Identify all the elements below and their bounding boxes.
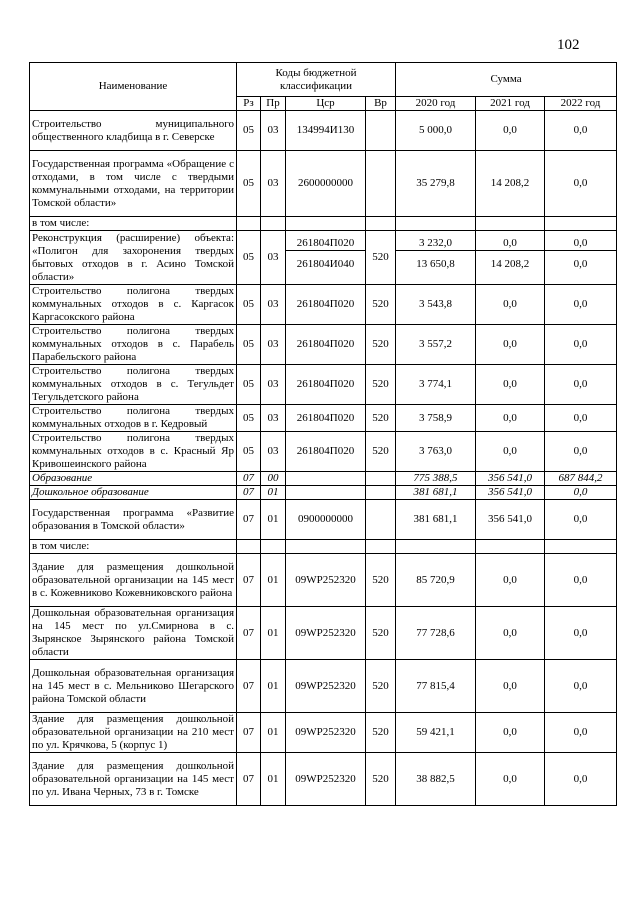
row-csr: 0900000000 <box>286 500 366 540</box>
table-row <box>30 753 617 806</box>
row-csr-a: 261804П020 <box>286 237 365 251</box>
row-name: Здание для размещения дошкольной образовательной организации на 145 мест по ул. Ивана Черных, 73 в г. Томске <box>30 753 237 806</box>
row-rz: 05 <box>237 111 261 151</box>
row-sum-2020: 3 763,0 <box>396 432 476 472</box>
row-rz: 07 <box>237 660 261 713</box>
row-name: Строительство муниципального общественного кладбища в г. Северске <box>30 111 237 151</box>
row-rz: 05 <box>237 285 261 325</box>
header-sum-group: Сумма <box>396 63 617 97</box>
table-row <box>30 607 617 660</box>
row-sum-2020: 77 728,6 <box>396 607 476 660</box>
row-csr <box>286 472 366 486</box>
row-pr: 01 <box>261 753 286 806</box>
row-rz: 07 <box>237 554 261 607</box>
row-pr: 03 <box>261 365 286 405</box>
row-rz: 05 <box>237 325 261 365</box>
row-pr: 01 <box>261 500 286 540</box>
header-rz: Рз <box>237 97 261 111</box>
row-csr: 09WP252320 <box>286 554 366 607</box>
row-sum-2021: 0,0 <box>476 713 545 753</box>
row-vr <box>366 486 396 500</box>
row-rz: 07 <box>237 607 261 660</box>
row-sum-2021-a: 0,0 <box>476 237 544 251</box>
table-row <box>30 217 617 231</box>
header-2022: 2022 год <box>545 97 617 111</box>
row-pr: 03 <box>261 325 286 365</box>
row-vr: 520 <box>366 285 396 325</box>
row-sum-2021: 0,0 <box>476 365 545 405</box>
row-vr: 520 <box>366 405 396 432</box>
row-csr: 09WP252320 <box>286 753 366 806</box>
row-pr: 01 <box>261 660 286 713</box>
row-sum-2020: 85 720,9 <box>396 554 476 607</box>
row-sum-2022: 0,0 <box>545 432 617 472</box>
row-sum-2022: 0,0 <box>545 151 617 217</box>
row-csr: 09WP252320 <box>286 713 366 753</box>
row-pr: 01 <box>261 554 286 607</box>
table-row <box>30 405 617 432</box>
row-sum-2021: 0,0 <box>476 111 545 151</box>
row-sum-2022: 0,0 <box>545 486 617 500</box>
row-sum-2022: 0,0 <box>545 753 617 806</box>
row-sum-2020: 35 279,8 <box>396 151 476 217</box>
row-sum-2020: 775 388,5 <box>396 472 476 486</box>
row-sum-2022: 0,0 <box>545 607 617 660</box>
row-rz: 05 <box>237 432 261 472</box>
row-sum-2021-b: 14 208,2 <box>490 258 530 270</box>
row-name: Здание для размещения дошкольной образовательной организации на 145 мест в с. Кожевниково Кожевниковского района <box>30 554 237 607</box>
row-sum-2022: 0,0 <box>545 405 617 432</box>
row-pr: 03 <box>261 285 286 325</box>
row-sum-2020: 381 681,1 <box>396 500 476 540</box>
row-name: в том числе: <box>30 540 237 554</box>
row-sum-2020-split <box>396 231 476 285</box>
row-vr <box>366 111 396 151</box>
row-name: Строительство полигона твердых коммунальных отходов в г. Кедровый <box>30 405 237 432</box>
header-2021: 2021 год <box>476 97 545 111</box>
row-sum-2022: 687 844,2 <box>545 472 617 486</box>
header-vr: Вр <box>366 97 396 111</box>
row-sum-2022: 0,0 <box>545 111 617 151</box>
table-row <box>30 500 617 540</box>
row-vr <box>366 151 396 217</box>
table-row <box>30 111 617 151</box>
row-rz: 05 <box>237 231 261 285</box>
row-name: Строительство полигона твердых коммунальных отходов в с. Красный Яр Кривошеинского района <box>30 432 237 472</box>
row-sum-2020: 77 815,4 <box>396 660 476 713</box>
row-sum-2022-a: 0,0 <box>545 237 616 251</box>
row-csr: 09WP252320 <box>286 660 366 713</box>
table-row <box>30 432 617 472</box>
row-vr: 520 <box>366 753 396 806</box>
row-name: Образование <box>30 472 237 486</box>
row-sum-2020: 38 882,5 <box>396 753 476 806</box>
row-sum-2020: 59 421,1 <box>396 713 476 753</box>
row-rz: 07 <box>237 486 261 500</box>
row-rz: 05 <box>237 405 261 432</box>
row-pr: 03 <box>261 405 286 432</box>
row-sum-2020: 3 557,2 <box>396 325 476 365</box>
row-vr: 520 <box>366 365 396 405</box>
header-pr: Пр <box>261 97 286 111</box>
row-sum-2020: 5 000,0 <box>396 111 476 151</box>
row-pr: 01 <box>261 607 286 660</box>
table-row <box>30 231 617 285</box>
table-row <box>30 325 617 365</box>
row-sum-2021: 0,0 <box>476 753 545 806</box>
table-row <box>30 540 617 554</box>
row-sum-2021: 0,0 <box>476 607 545 660</box>
row-sum-2021: 356 541,0 <box>476 500 545 540</box>
row-pr: 01 <box>261 486 286 500</box>
row-csr: 261804П020 <box>286 405 366 432</box>
table-row <box>30 713 617 753</box>
row-sum-2022: 0,0 <box>545 500 617 540</box>
row-pr: 03 <box>261 111 286 151</box>
table-row <box>30 660 617 713</box>
row-vr: 520 <box>366 607 396 660</box>
row-sum-2020: 3 758,9 <box>396 405 476 432</box>
row-sum-2021: 0,0 <box>476 325 545 365</box>
row-sum-2022: 0,0 <box>545 325 617 365</box>
row-name: Государственная программа «Развитие образования в Томской области» <box>30 500 237 540</box>
row-csr-split <box>286 231 366 285</box>
row-csr: 09WP252320 <box>286 607 366 660</box>
row-vr: 520 <box>366 554 396 607</box>
row-sum-2021: 14 208,2 <box>476 151 545 217</box>
row-sum-2022: 0,0 <box>545 365 617 405</box>
row-name: Дошкольная образовательная организация на 145 мест в с. Мельниково Шегарского района Томской области <box>30 660 237 713</box>
row-csr: 261804П020 <box>286 325 366 365</box>
row-vr: 520 <box>366 432 396 472</box>
table-row <box>30 486 617 500</box>
row-vr <box>366 472 396 486</box>
row-csr: 261804П020 <box>286 365 366 405</box>
row-sum-2021: 0,0 <box>476 660 545 713</box>
row-csr <box>286 486 366 500</box>
row-rz: 07 <box>237 500 261 540</box>
row-name: Строительство полигона твердых коммунальных отходов в с. Тегульдет Тегульдетского района <box>30 365 237 405</box>
row-vr: 520 <box>366 325 396 365</box>
row-sum-2021: 356 541,0 <box>476 486 545 500</box>
header-2020: 2020 год <box>396 97 476 111</box>
row-rz: 07 <box>237 713 261 753</box>
table-row <box>30 365 617 405</box>
row-name: Государственная программа «Обращение с отходами, в том числе с твердыми коммунальными отходами, на территории Томской области» <box>30 151 237 217</box>
row-sum-2020: 381 681,1 <box>396 486 476 500</box>
row-name: Дошкольное образование <box>30 486 237 500</box>
row-sum-2022-b: 0,0 <box>573 258 588 270</box>
row-sum-2022: 0,0 <box>545 554 617 607</box>
row-vr: 520 <box>366 231 396 285</box>
row-sum-2022: 0,0 <box>545 660 617 713</box>
row-sum-2021: 356 541,0 <box>476 472 545 486</box>
row-csr-b: 261804И040 <box>296 258 355 270</box>
row-vr <box>366 500 396 540</box>
header-name: Наименование <box>30 63 237 111</box>
row-rz: 07 <box>237 472 261 486</box>
row-vr: 520 <box>366 660 396 713</box>
row-pr: 03 <box>261 231 286 285</box>
row-name: Дошкольная образовательная организация на 145 мест по ул.Смирнова в с. Зырянское Зырянского района Томской области <box>30 607 237 660</box>
row-sum-2021: 0,0 <box>476 405 545 432</box>
row-pr: 03 <box>261 151 286 217</box>
row-sum-2022: 0,0 <box>545 285 617 325</box>
row-sum-2022: 0,0 <box>545 713 617 753</box>
row-csr: 2600000000 <box>286 151 366 217</box>
row-name: Строительство полигона твердых коммунальных отходов в с. Парабель Парабельского района <box>30 325 237 365</box>
row-vr: 520 <box>366 713 396 753</box>
table-row <box>30 472 617 486</box>
row-sum-2020-b: 13 650,8 <box>416 258 455 270</box>
row-sum-2021: 0,0 <box>476 554 545 607</box>
row-pr: 03 <box>261 432 286 472</box>
row-sum-2020: 3 774,1 <box>396 365 476 405</box>
row-csr: 261804П020 <box>286 432 366 472</box>
row-name: в том числе: <box>30 217 237 231</box>
budget-table <box>29 62 617 806</box>
row-sum-2021: 0,0 <box>476 285 545 325</box>
row-sum-2021: 0,0 <box>476 432 545 472</box>
row-sum-2021-split <box>476 231 545 285</box>
row-name: Реконструкция (расширение) объекта: «Полигон для захоронения твердых бытовых отходов в г. Асино Томской области» <box>30 231 237 285</box>
row-pr: 01 <box>261 713 286 753</box>
row-pr: 00 <box>261 472 286 486</box>
table-row <box>30 285 617 325</box>
row-sum-2020-a: 3 232,0 <box>396 237 475 251</box>
header-csr: Цср <box>286 97 366 111</box>
header-codes-group: Коды бюджетной классификации <box>237 63 396 97</box>
table-row <box>30 554 617 607</box>
row-csr: 134994И130 <box>286 111 366 151</box>
row-rz: 05 <box>237 365 261 405</box>
row-sum-2022-split <box>545 231 617 285</box>
row-rz: 05 <box>237 151 261 217</box>
page-number: 102 <box>557 37 580 53</box>
table-row <box>30 151 617 217</box>
row-name: Строительство полигона твердых коммунальных отходов в с. Каргасок Каргасокского района <box>30 285 237 325</box>
row-csr: 261804П020 <box>286 285 366 325</box>
row-sum-2020: 3 543,8 <box>396 285 476 325</box>
row-rz: 07 <box>237 753 261 806</box>
row-name: Здание для размещения дошкольной образовательной организации на 210 мест по ул. Крячкова, 5 (корпус 1) <box>30 713 237 753</box>
